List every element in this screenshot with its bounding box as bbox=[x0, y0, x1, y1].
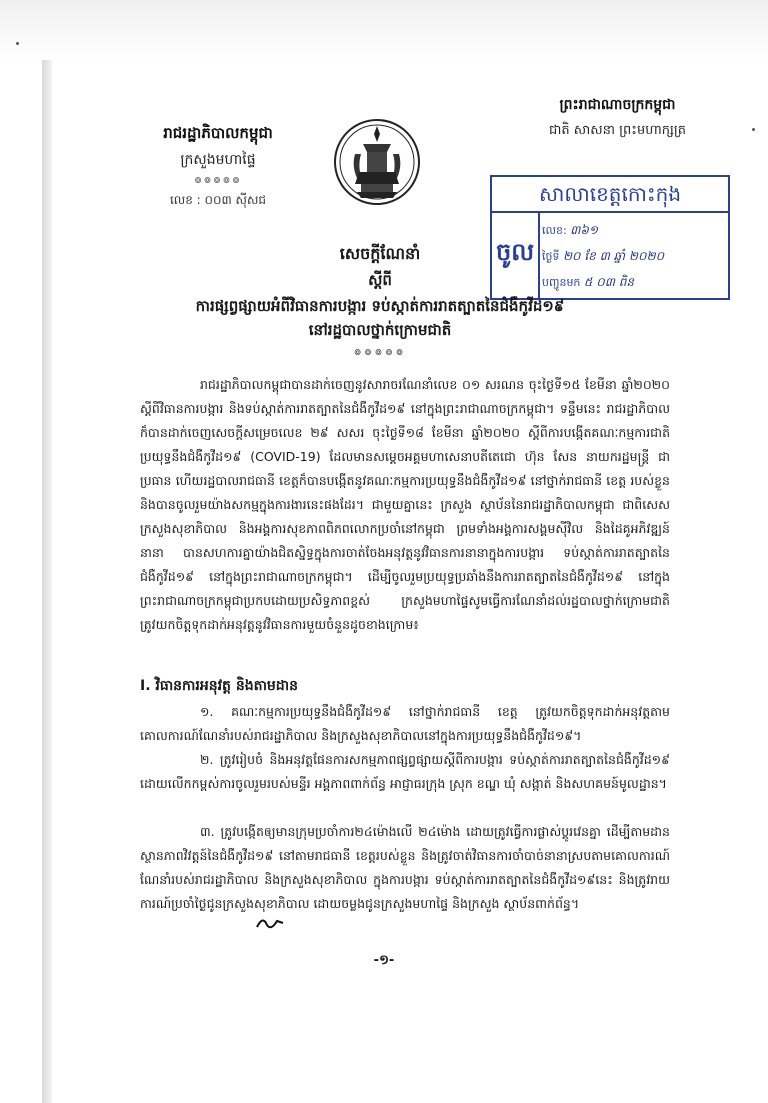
title-type: សេចក្តីណែនាំ bbox=[339, 244, 421, 263]
stamp-date-label: ថ្ងៃទី bbox=[542, 250, 560, 263]
section-heading: I. វិធានការអនុវត្ត និងតាមដាន bbox=[140, 678, 299, 694]
stamp-sent-value: ៥ ០៣ ពិន bbox=[583, 275, 635, 289]
stamp-number-row bbox=[542, 217, 722, 243]
title-ornament: ៙៙៙៙៙ bbox=[353, 348, 407, 358]
title-about: ស្តីពី bbox=[368, 271, 392, 289]
government-name: រាជរដ្ឋាភិបាលកម្ពុជា bbox=[163, 124, 273, 142]
initials-signature-icon bbox=[255, 913, 285, 933]
kingdom-motto: ជាតិ សាសនា ព្រះមហាក្សត្រ bbox=[549, 123, 686, 138]
item-3: ៣. ត្រូវបង្កើតឲ្យមានក្រុមប្រចាំការ២៤ម៉ោងលើ ២៤ម៉ោង ដោយត្រូវធ្វើការផ្លាស់ប្តូរវេនគ្នា ដើម្បីតាមដានស្ថានភាពវិវត្តន៍នៃជំងឺកូវីដ១៩ នៅតាមរាជធានី ខេត្តរបស់ខ្លួន និងត្រូវចាត់វិធានការចាំបាច់នានាស្របតាមគោលការណ៍ណែនាំរបស់រាជរដ្ឋាភិបាល និងក្រសួងសុខាភិបាល ក្នុងការបង្ការ ទប់ស្កាត់ការរាតត្បាតនៃជំងឺកូវីដ១៩នេះ និងត្រូវរាយការណ៍ប្រចាំថ្ងៃជូនក្រសួងសុខាភិបាល ដោយចម្លងជូនក្រសួងមហាផ្ទៃ និងក្រសួង ស្ថាប័នពាក់ព័ន្ធ។ bbox=[140, 824, 670, 911]
page-number: -១- bbox=[373, 953, 395, 968]
ministry-name: ក្រសួងមហាផ្ទៃ bbox=[180, 152, 256, 168]
item-2: ២. ត្រូវរៀបចំ និងអនុវត្តផែនការសកម្មភាពផ្សព្វផ្សាយស្តីពីការបង្ការ ទប់ស្កាត់ការរាតត្បាតនៃជំងឺកូវីដ១៩ ដោយលើកកម្ពស់ការចូលរួមរបស់មន្ទីរ អង្គភាពពាក់ព័ន្ធ អាជ្ញាធរក្រុង ស្រុក ខណ្ឌ ឃុំ សង្កាត់ និងសហគមន៍មូលដ្ឋាន។ bbox=[140, 752, 670, 791]
ministry-header bbox=[118, 124, 318, 210]
item-1: ១. គណៈកម្មការប្រយុទ្ធនឹងជំងឺកូវីដ១៩ នៅថ្នាក់រាជធានី ខេត្ត ត្រូវយកចិត្តទុកដាក់អនុវត្តតាមគោលការណ៍ណែនាំរបស់រាជរដ្ឋាភិបាល និងក្រសួងសុខាភិបាលនៅក្នុងការប្រយុទ្ធនឹងជំងឺកូវីដ១៩។ bbox=[140, 704, 670, 743]
title-subject-cont: នៅរដ្ឋបាលថ្នាក់ក្រោមជាតិ bbox=[308, 321, 452, 339]
stamp-received: ចូល bbox=[492, 211, 540, 298]
stamp-number-value: ៣៦១ bbox=[570, 223, 598, 237]
document-title bbox=[100, 243, 660, 360]
stamp-office: សាលាខេត្តកោះកុង bbox=[492, 177, 728, 213]
document-number: លេខ : ០០៣ ស៊ីសជ bbox=[169, 193, 267, 207]
stamp-date-value: ២០ ខែ ៣ ឆ្នាំ ២០២០ bbox=[562, 249, 665, 263]
kingdom-name: ព្រះរាជាណាចក្រកម្ពុជា bbox=[559, 97, 676, 113]
scan-shadow bbox=[0, 0, 768, 60]
scan-speck bbox=[16, 42, 19, 45]
title-subject: ការផ្សព្វផ្សាយអំពីវិធានការបង្ការ ទប់ស្កាត់ការរាតត្បាតនៃជំងឺកូវីដ១៩ bbox=[195, 297, 565, 315]
royal-emblem-icon bbox=[333, 112, 421, 212]
scan-speck bbox=[752, 128, 755, 131]
ministry-ornament: ៙៙៙៙៙ bbox=[194, 176, 242, 186]
kingdom-header bbox=[500, 95, 735, 141]
page-edge bbox=[42, 60, 52, 1103]
stamp-number-label: លេខ: bbox=[542, 224, 567, 237]
stamp-sent-label: បញ្ជូនមក bbox=[542, 276, 581, 289]
intro-paragraph: រាជរដ្ឋាភិបាលកម្ពុជាបានដាក់ចេញនូវសារាចរណែនាំលេខ ០១ សរណន ចុះថ្ងៃទី១៥ ខែមីនា ឆ្នាំ២០២០ ស្តីពីវិធានការបង្ការ និងទប់ស្កាត់ការរាតត្បាតនៃជំងឺកូវីដ១៩ នៅក្នុងព្រះរាជាណាចក្រកម្ពុជា។ ទន្ទឹមនេះ រាជរដ្ឋាភិបាលក៏បានដាក់ចេញសេចក្តីសម្រេចលេខ ២៩ សសរ ចុះថ្ងៃទី១៨ ខែមីនា ឆ្នាំ២០២០ ស្តីពីការបង្កើតគណៈកម្មការជាតិប្រយុទ្ធនឹងជំងឺកូវីដ១៩ (COVID-19) ដែលមានសម្តេចអគ្គមហាសេនាបតីតេជោ ហ៊ុន សែន នាយករដ្ឋមន្ត្រី ជាប្រធាន ហើយរដ្ឋបាលរាជធានី ខេត្តក៏បានបង្កើតនូវគណៈកម្មការប្រយុទ្ធនឹងជំងឺកូវីដ១៩ នៅថ្នាក់រាជធានី ខេត្ត របស់ខ្លួន និងបានចូលរួមយ៉ាងសកម្មក្នុងការងារនេះផងដែរ។ ជាមួយគ្នានេះ ក្រសួង ស្ថាប័ននៃរាជរដ្ឋាភិបាលកម្ពុជា ជាពិសេសក្រសួងសុខាភិបាល និងអង្គការសុខភាពពិភពលោកប្រចាំនៅកម្ពុជា ព្រមទាំងអង្គការសង្គមស៊ីវិល និងដៃគូអភិវឌ្ឍន៍នានា បានសហការគ្នាយ៉ាងជិតស្និទ្ធក្នុងការចាត់ចែងអនុវត្តនូវវិធានការនានាក្នុងការបង្ការ ទប់ស្កាត់ការរាតត្បាតនៃជំងឺកូវីដ១៩ នៅក្នុងព្រះរាជាណាចក្រកម្ពុជា។ ដើម្បីចូលរួមប្រយុទ្ធប្រឆាំងនឹងការរាតត្បាតនៃជំងឺកូវីដ១៩ នៅក្នុងព្រះរាជាណាចក្រកម្ពុជាប្រកបដោយប្រសិទ្ធភាពខ្ពស់ ក្រសួងមហាផ្ទៃសូមធ្វើការណែនាំដល់រដ្ឋបាលថ្នាក់ក្រោមជាតិត្រូវយកចិត្តទុកដាក់អនុវត្តនូវវិធានការមួយចំនួនដូចខាងក្រោម៖ bbox=[140, 377, 670, 632]
